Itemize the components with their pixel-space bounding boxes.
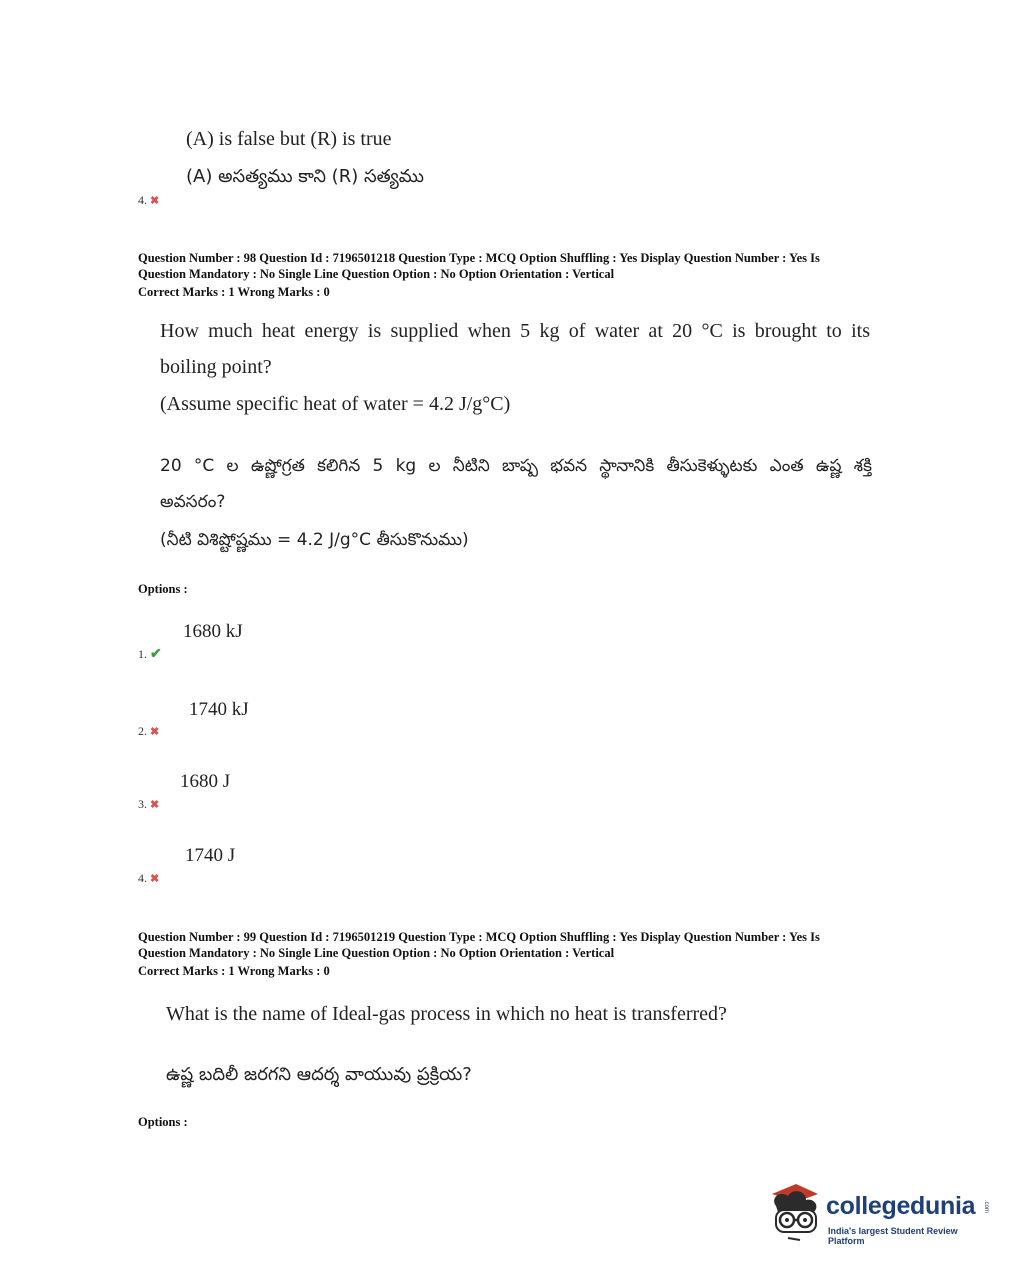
option-number: 2. [138,724,147,738]
q98-option2-text: 1740 kJ [189,699,249,720]
logo-brand-text: collegedunia [826,1192,976,1220]
q98-assume-en: (Assume specific heat of water = 4.2 J/g°C) [160,393,511,415]
option-number: 4. [138,871,147,885]
option-number: 1. [138,647,147,661]
q98-option3-marker [138,795,159,813]
q98-option1-marker [138,645,162,663]
wrong-icon: ✖ [150,873,160,885]
wrong-icon: ✖ [150,726,160,738]
q99-meta-line3: Correct Marks : 1 Wrong Marks : 0 [138,964,330,978]
q98-metadata [138,250,928,300]
option-number: 4. [138,193,147,207]
prev-option4-text-en: (A) is false but (R) is true [186,128,392,150]
q98-options-label: Options : [138,582,188,596]
prev-option4-marker [138,191,159,209]
wrong-icon: ✖ [150,799,160,811]
option-number: 3. [138,797,147,811]
logo-tagline: India's largest Student Review Platform [828,1226,958,1246]
collegedunia-logo [766,1180,996,1250]
q99-text-en: What is the name of Ideal-gas process in which no heat is transferred? [166,1003,727,1025]
q99-meta-line2: Question Mandatory : No Single Line Question Option : No Option Orientation : Vertical [138,946,615,960]
q98-option3-text: 1680 J [180,771,231,792]
q98-meta-line1: Question Number : 98 Question Id : 7196501218 Question Type : MCQ Option Shuffling : Yes Display Question Number : Yes Is [138,251,820,265]
correct-check-icon: ✔ [150,647,162,662]
logo-com-text: .com [983,1200,989,1214]
q98-option1-text: 1680 kJ [183,621,243,642]
q99-meta-line1: Question Number : 99 Question Id : 7196501219 Question Type : MCQ Option Shuffling : Yes Display Question Number : Yes Is [138,930,820,944]
q98-text-te-line2: అవసరం? [160,492,226,512]
q98-text-line1: How much heat energy is supplied when 5 kg of water at 20 °C is brought to its [160,320,870,342]
q98-meta-line2: Question Mandatory : No Single Line Question Option : No Option Orientation : Vertical [138,267,615,281]
q99-metadata [138,929,928,979]
wrong-icon: ✖ [150,195,160,207]
q99-text-te: ఉష్ణ బదిలీ జరగని ఆదర్శ వాయువు ప్రక్రియ? [166,1064,472,1085]
q98-meta-line3: Correct Marks : 1 Wrong Marks : 0 [138,285,330,299]
prev-option4-text-te: (A) అసత్యము కాని (R) సత్యము [186,166,425,187]
q98-text-line2: boiling point? [160,356,272,378]
q98-option2-marker [138,722,159,740]
q98-option4-marker [138,869,159,887]
q98-assume-te: (నీటి విశిష్టోష్ణము = 4.2 J/g°C తీసుకొనుము) [160,530,469,550]
q98-option4-text: 1740 J [185,845,236,866]
student-mascot-icon [766,1180,826,1246]
q98-text-te-line1: 20 °C ల ఉష్ణోగ్రత కలిగిన 5 kg ల నీటిని బాష్ప భవన స్థానానికి తీసుకెళ్ళుటకు ఎంత ఉష్ణ శక్తి [160,456,872,476]
q99-options-label: Options : [138,1115,188,1129]
